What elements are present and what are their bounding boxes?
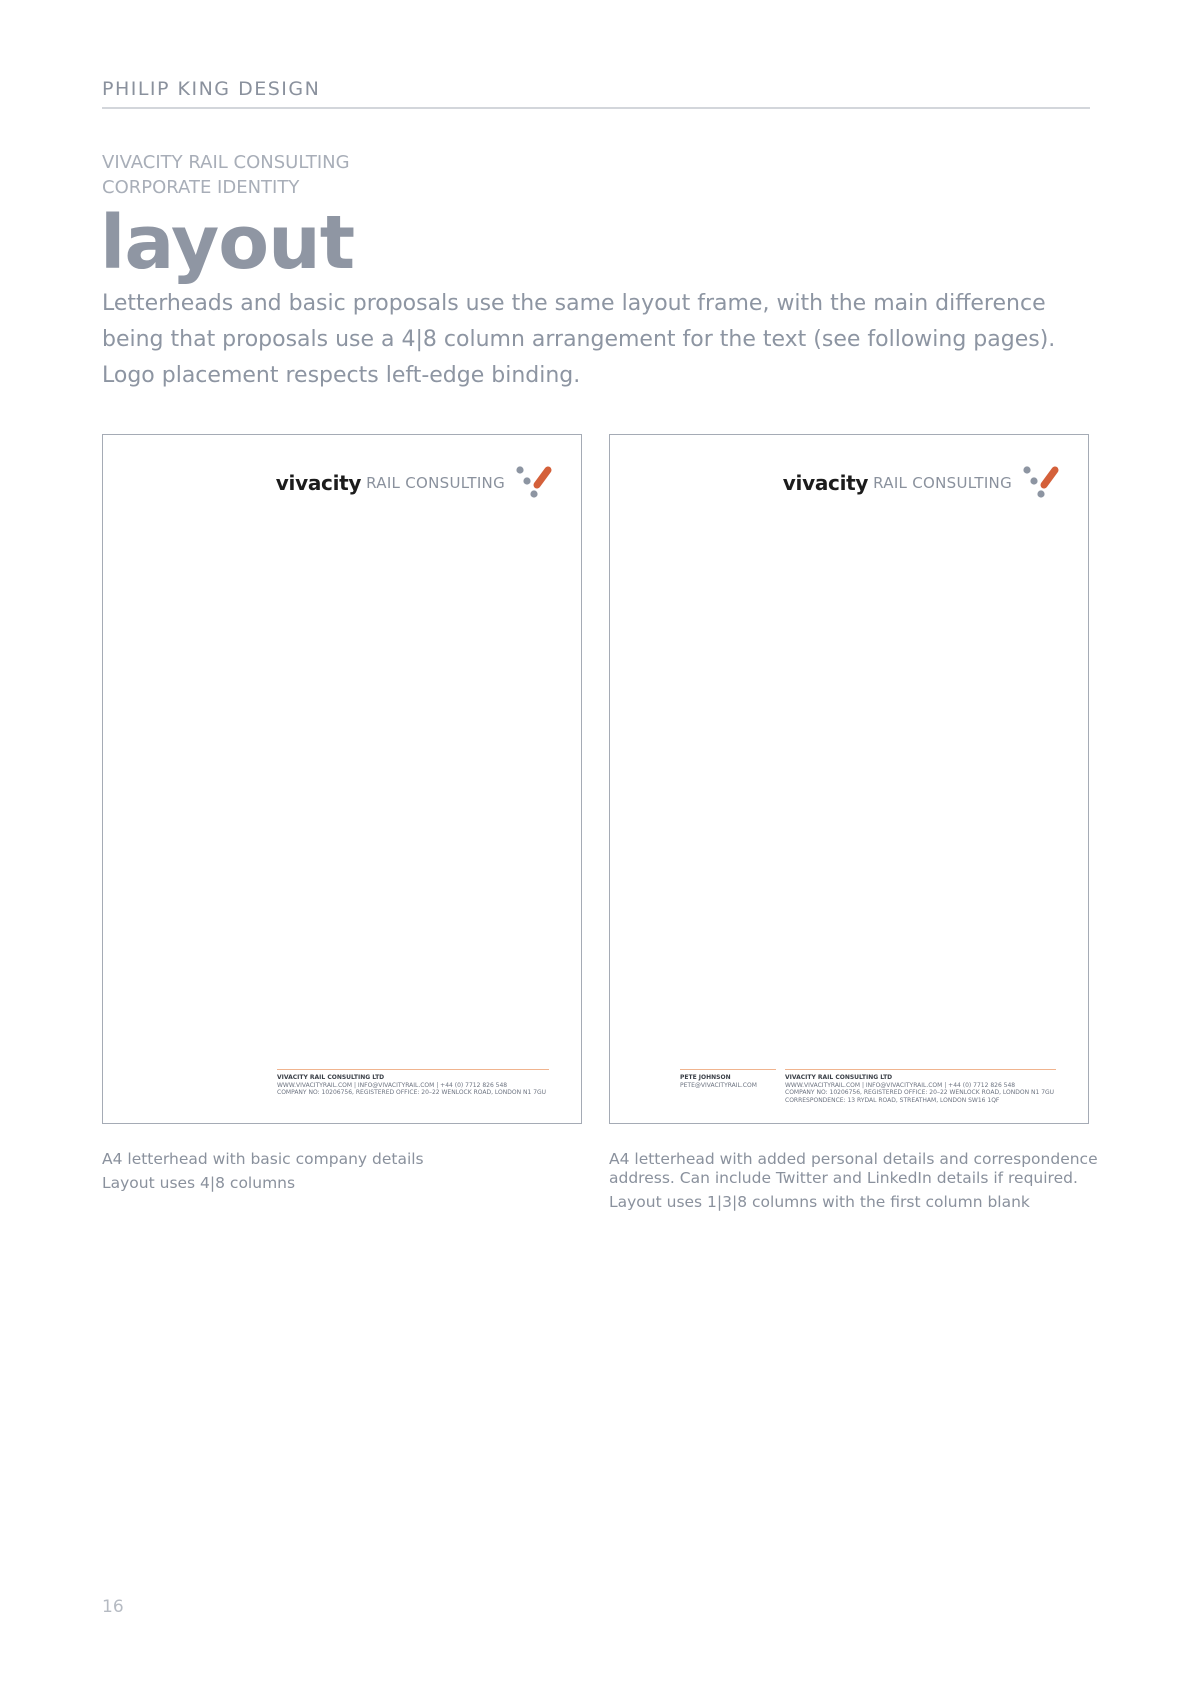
header-divider (102, 107, 1090, 109)
footer-company-name: VIVACITY RAIL CONSULTING LTD (277, 1074, 385, 1081)
caption-personal (609, 1150, 1099, 1212)
footer-rule-personal (680, 1069, 776, 1070)
logo-wordmark: vivacity (275, 471, 362, 495)
header-brand: PHILIP KING DESIGN (102, 78, 321, 100)
footer-rule (277, 1069, 549, 1070)
client-name: VIVACITY RAIL CONSULTING (102, 152, 350, 173)
letterhead-personal-preview (609, 434, 1089, 1124)
client-heading (102, 150, 350, 200)
footer-company-name: VIVACITY RAIL CONSULTING LTD (785, 1074, 893, 1081)
logo-wordmark: vivacity (782, 471, 869, 495)
footer-registration-line: COMPANY NO: 10206756, REGISTERED OFFICE: 20–22 WENLOCK ROAD, LONDON N1 7GU (277, 1089, 547, 1097)
caption-basic-line1: A4 letterhead with basic company details (102, 1150, 424, 1168)
vivacity-v-mark-icon (515, 465, 553, 501)
footer-rule-company (785, 1069, 1056, 1070)
logo-tagline: RAIL CONSULTING (873, 474, 1012, 492)
footer-contact-line: WWW.VIVACITYRAIL.COM | INFO@VIVACITYRAIL.COM | +44 (0) 7712 826 548 (277, 1081, 508, 1089)
intro-paragraph: Letterheads and basic proposals use the same layout frame, with the main difference being that proposals use a 4|8 column arrangement for the text (see following pages). Logo placement respects left-edge binding. (102, 291, 1056, 388)
section-name: CORPORATE IDENTITY (102, 177, 300, 198)
footer-registration-line: COMPANY NO: 10206756, REGISTERED OFFICE: 20–22 WENLOCK ROAD, LONDON N1 7GU (785, 1089, 1055, 1097)
vivacity-logo (276, 465, 553, 501)
caption-basic-line2: Layout uses 4|8 columns (102, 1174, 296, 1192)
footer-person-name: PETE JOHNSON (680, 1074, 731, 1081)
footer-correspondence-line: CORRESPONDENCE: 13 RYDAL ROAD, STREATHAM, LONDON SW16 1QF (785, 1096, 1000, 1104)
footer-personal-block (680, 1074, 757, 1089)
page-title: layout (100, 200, 355, 286)
logo-tagline: RAIL CONSULTING (366, 474, 505, 492)
footer-person-email: PETE@VIVACITYRAIL.COM (680, 1081, 757, 1089)
footer-company-block (785, 1074, 1054, 1104)
caption-basic (102, 1150, 592, 1193)
letterhead-basic-preview (102, 434, 582, 1124)
caption-personal-line1: A4 letterhead with added personal details and correspondence address. Can include Twitter and LinkedIn details if required. (609, 1150, 1098, 1187)
caption-personal-line2: Layout uses 1|3|8 columns with the first column blank (609, 1193, 1030, 1211)
footer-contact-line: WWW.VIVACITYRAIL.COM | INFO@VIVACITYRAIL.COM | +44 (0) 7712 826 548 (785, 1081, 1016, 1089)
vivacity-logo (783, 465, 1060, 501)
vivacity-v-mark-icon (1022, 465, 1060, 501)
page-number: 16 (102, 1597, 124, 1617)
footer-company-block (277, 1074, 546, 1097)
